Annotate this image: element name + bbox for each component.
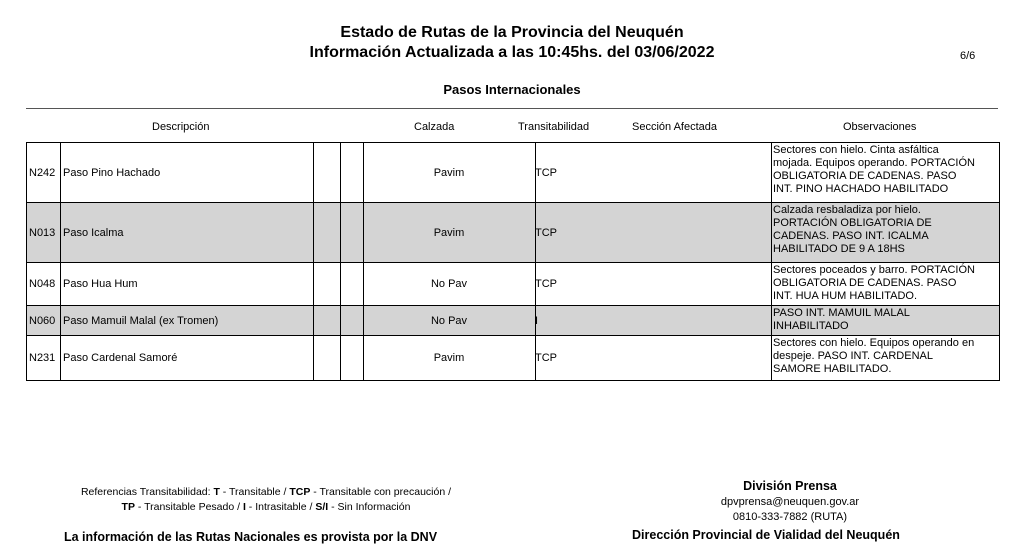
col-header-transitabilidad: Transitabilidad bbox=[518, 121, 590, 133]
observaciones-value bbox=[771, 306, 999, 335]
observaciones-line: Sectores poceados y barro. PORTACIÓN bbox=[773, 264, 975, 276]
route-code: N242 bbox=[27, 143, 61, 202]
observaciones-line: CADENAS. PASO INT. ICALMA bbox=[773, 230, 929, 242]
reference-text: - Transitable / bbox=[219, 486, 290, 498]
reference-text: - Transitable Pesado / bbox=[134, 501, 243, 513]
column-divider bbox=[535, 263, 536, 305]
observaciones-line: INT. HUA HUM HABILITADO. bbox=[773, 290, 918, 302]
page-number: 6/6 bbox=[960, 50, 976, 62]
empty-cell bbox=[314, 336, 341, 380]
column-divider bbox=[535, 306, 536, 335]
observaciones-line: HABILITADO DE 9 A 18HS bbox=[773, 243, 905, 255]
observaciones-line: INHABILITADO bbox=[773, 320, 849, 332]
column-divider bbox=[535, 203, 536, 262]
col-header-descripcion: Descripción bbox=[152, 121, 210, 133]
division-prensa: División Prensa bbox=[743, 479, 837, 493]
transitability-references bbox=[26, 485, 506, 515]
observaciones-value bbox=[771, 143, 999, 202]
reference-code: S/I bbox=[315, 501, 329, 513]
contact-phone: 0810-333-7882 (RUTA) bbox=[732, 511, 848, 523]
organization-name: Dirección Provincial de Vialidad del Neuquén bbox=[632, 528, 900, 542]
reference-text: - Transitable con precaución / bbox=[310, 486, 452, 498]
table-row bbox=[27, 202, 999, 262]
observaciones-line: PORTACIÓN OBLIGATORIA DE bbox=[773, 217, 932, 229]
observaciones-line: despeje. PASO INT. CARDENAL bbox=[773, 350, 933, 362]
empty-cell bbox=[340, 203, 364, 262]
table-row bbox=[27, 305, 999, 335]
transitabilidad-value: TCP bbox=[535, 166, 557, 179]
observaciones-line: SAMORE HABILITADO. bbox=[773, 363, 892, 375]
empty-cell bbox=[314, 263, 341, 305]
observaciones-value bbox=[771, 203, 999, 262]
observaciones-value bbox=[771, 263, 999, 305]
pass-name: Paso Pino Hachado bbox=[61, 143, 314, 202]
observaciones-line: OBLIGATORIA DE CADENAS. PASO bbox=[773, 170, 957, 182]
references-line-2 bbox=[26, 500, 506, 515]
transitabilidad-value: TCP bbox=[535, 226, 557, 239]
pass-name: Paso Cardenal Samoré bbox=[61, 336, 314, 380]
transitabilidad-value: TCP bbox=[535, 278, 557, 290]
reference-code: T bbox=[213, 486, 220, 498]
route-code: N013 bbox=[27, 203, 61, 262]
empty-cell bbox=[314, 306, 341, 335]
pass-name: Paso Mamuil Malal (ex Tromen) bbox=[61, 306, 314, 335]
pass-name: Paso Icalma bbox=[61, 203, 314, 262]
empty-cell bbox=[340, 143, 364, 202]
empty-cell bbox=[340, 263, 364, 305]
section-title: Pasos Internacionales bbox=[443, 82, 581, 97]
reference-code: I bbox=[242, 501, 246, 513]
observaciones-line: mojada. Equipos operando. PORTACIÓN bbox=[773, 157, 975, 169]
pass-name: Paso Hua Hum bbox=[61, 263, 314, 305]
column-divider bbox=[535, 143, 536, 202]
reference-code: TCP bbox=[289, 486, 311, 498]
report-title: Estado de Rutas de la Provincia del Neuquén bbox=[340, 24, 684, 41]
observaciones-line: Sectores con hielo. Equipos operando en bbox=[773, 337, 975, 349]
column-divider bbox=[535, 336, 536, 380]
calzada-value: Pavim bbox=[433, 226, 465, 239]
report-subtitle: Información Actualizada a las 10:45hs. del 03/06/2022 bbox=[309, 44, 715, 61]
empty-cell bbox=[340, 306, 364, 335]
observaciones-line: Calzada resbaladiza por hielo. bbox=[773, 204, 921, 216]
observaciones-line: PASO INT. MAMUIL MALAL bbox=[773, 307, 910, 319]
routes-table bbox=[26, 142, 1000, 381]
references-label: Referencias Transitabilidad: bbox=[80, 486, 211, 498]
dnv-note: La información de las Rutas Nacionales es provista por la DNV bbox=[64, 530, 438, 544]
empty-cell bbox=[314, 203, 341, 262]
transitabilidad-value: I bbox=[535, 314, 539, 327]
calzada-value: Pavim bbox=[433, 352, 465, 364]
col-header-seccion: Sección Afectada bbox=[632, 121, 718, 133]
col-header-observaciones: Observaciones bbox=[843, 121, 917, 133]
observaciones-line: OBLIGATORIA DE CADENAS. PASO bbox=[773, 277, 957, 289]
empty-cell bbox=[314, 143, 341, 202]
observaciones-line: Sectores con hielo. Cinta asfáltica bbox=[773, 144, 939, 156]
reference-text: - Intrasitable / bbox=[245, 501, 316, 513]
table-row bbox=[27, 335, 999, 380]
calzada-value: Pavim bbox=[433, 166, 465, 179]
reference-text: - Sin Información bbox=[328, 501, 411, 513]
transitabilidad-value: TCP bbox=[535, 352, 557, 364]
table-row bbox=[27, 262, 999, 305]
observaciones-value bbox=[771, 336, 999, 380]
empty-cell bbox=[340, 336, 364, 380]
contact-email: dpvprensa@neuquen.gov.ar bbox=[720, 496, 860, 508]
calzada-value: No Pav bbox=[430, 278, 468, 290]
table-row bbox=[27, 143, 999, 202]
header-divider bbox=[26, 108, 998, 109]
reference-code: TP bbox=[121, 501, 135, 513]
route-code: N060 bbox=[27, 306, 61, 335]
route-code: N231 bbox=[27, 336, 61, 380]
route-code: N048 bbox=[27, 263, 61, 305]
references-line-1 bbox=[26, 485, 506, 500]
col-header-calzada: Calzada bbox=[414, 121, 455, 133]
calzada-value: No Pav bbox=[430, 314, 468, 327]
observaciones-line: INT. PINO HACHADO HABILITADO bbox=[773, 183, 949, 195]
